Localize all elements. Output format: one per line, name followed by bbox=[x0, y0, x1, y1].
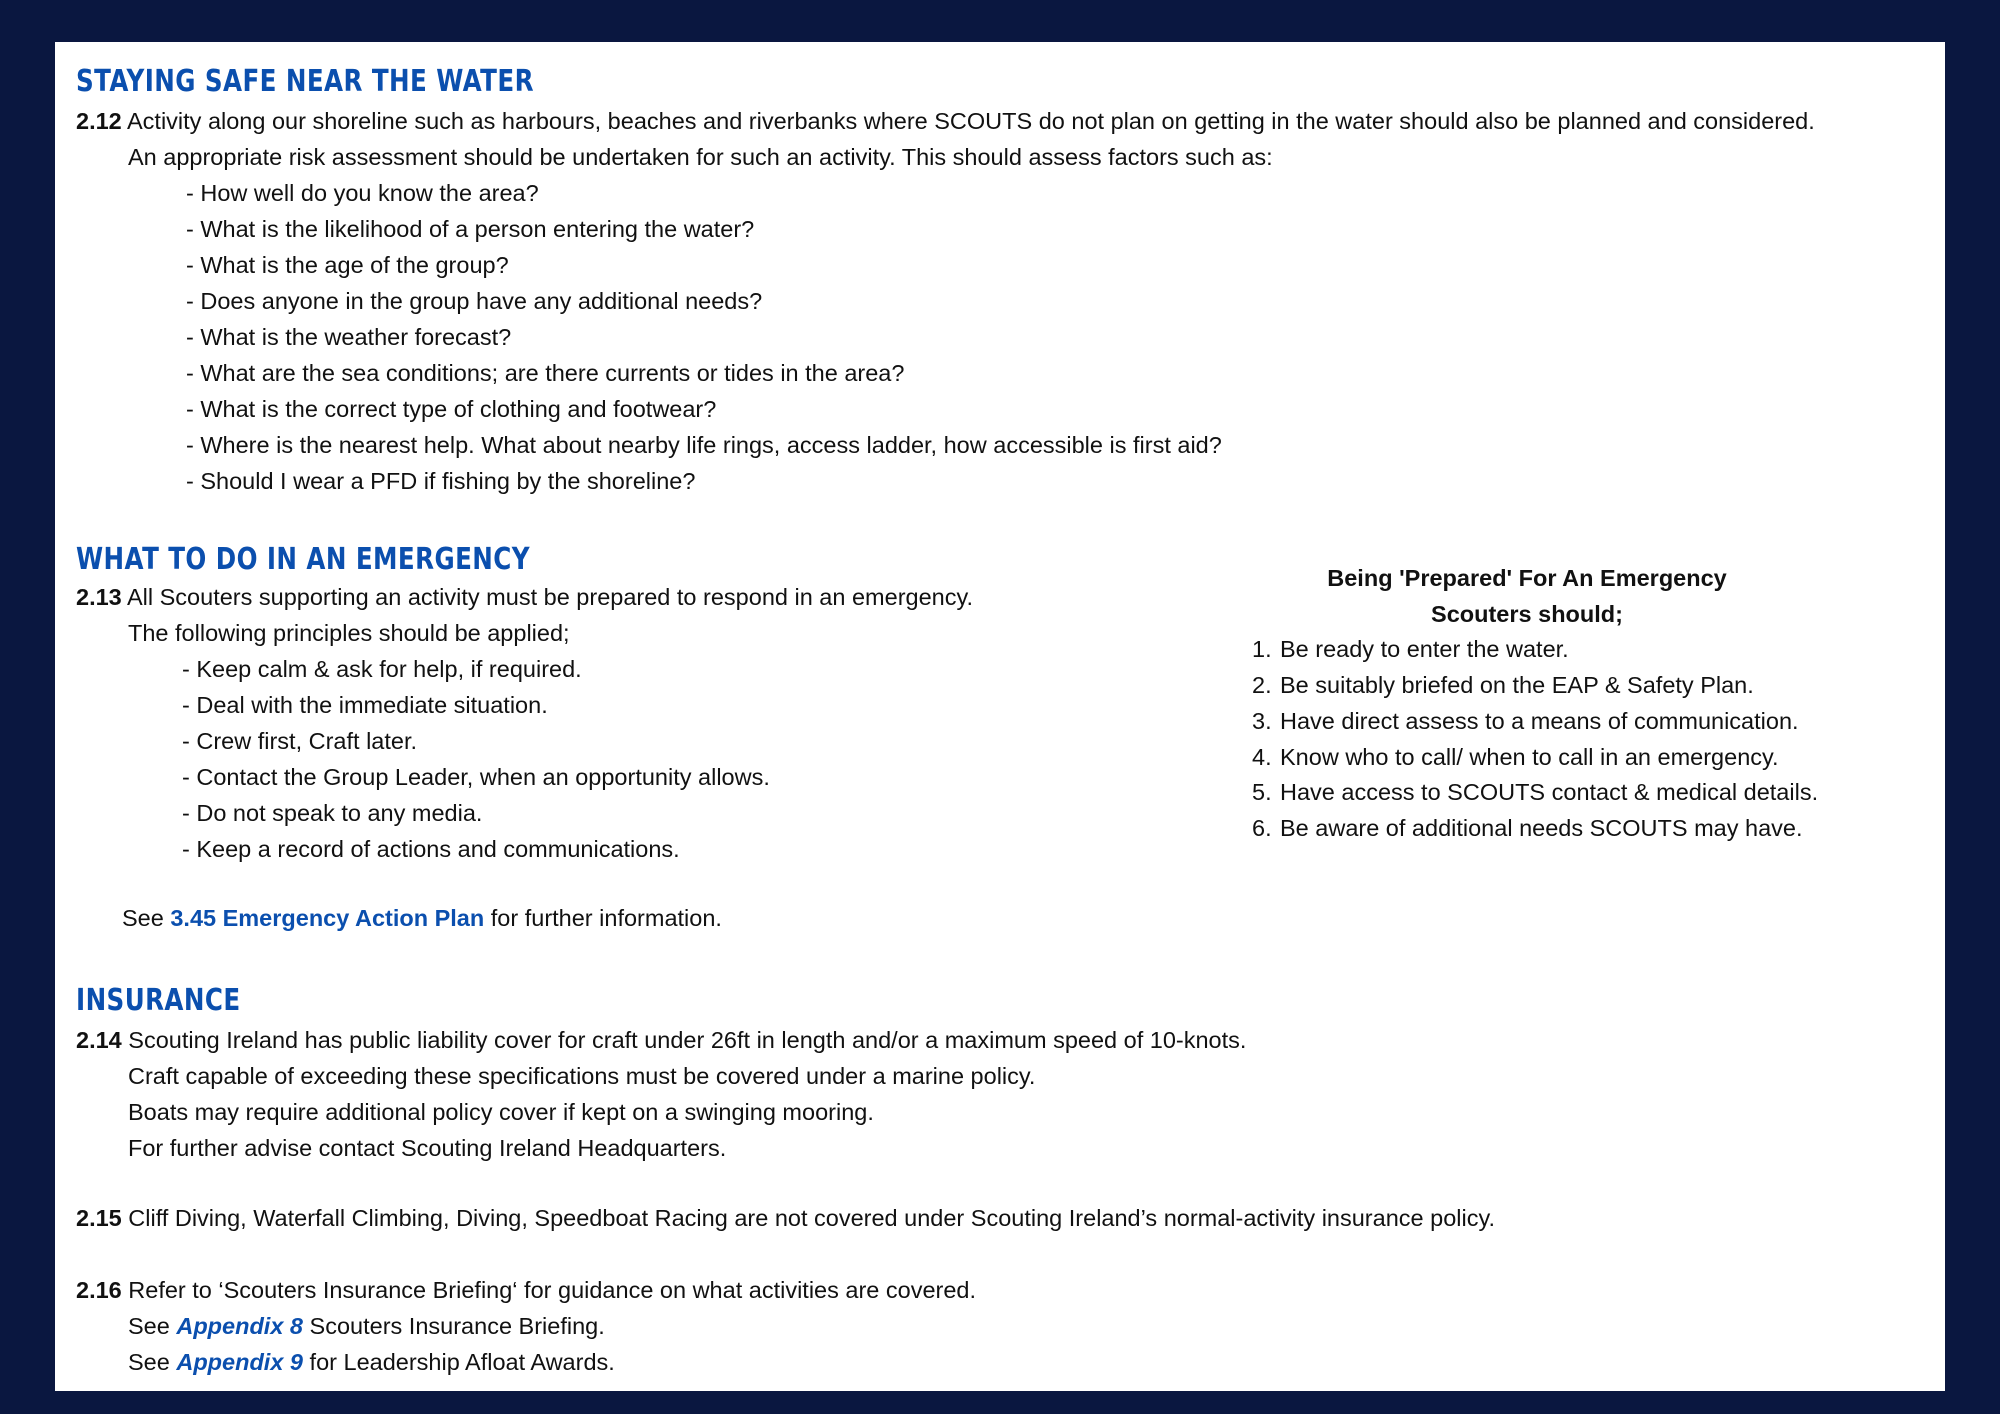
list-item bbox=[1252, 740, 1818, 776]
paragraph-number: 2.16 bbox=[76, 1277, 122, 1303]
list-text: Be aware of additional needs SCOUTS may have. bbox=[1280, 814, 1803, 841]
list-item: - What is the age of the group? bbox=[186, 252, 509, 278]
paragraph-number: 2.13 bbox=[76, 584, 122, 610]
list-item: - What is the weather forecast? bbox=[186, 324, 512, 350]
list-item: - Where is the nearest help. What about nearby life rings, access ladder, how accessible is first aid? bbox=[186, 432, 1222, 458]
see-prefix: See bbox=[128, 1313, 177, 1339]
list-item: - Does anyone in the group have any additional needs? bbox=[186, 288, 763, 314]
list-item bbox=[1252, 704, 1818, 740]
see-emergency-action-plan bbox=[122, 900, 722, 936]
list-item bbox=[1252, 668, 1818, 704]
paragraph-text: Cliff Diving, Waterfall Climbing, Diving, Speedboat Racing are not covered under Scouting Ireland’s normal-activity insurance policy. bbox=[128, 1205, 1495, 1231]
paragraph-2-12 bbox=[76, 103, 1815, 139]
paragraph-2-14-continuation bbox=[128, 1058, 1035, 1166]
prepared-box bbox=[1247, 561, 1818, 847]
paragraph-line: Craft capable of exceeding these specifications must be covered under a marine policy. bbox=[128, 1063, 1036, 1089]
appendix-8-link[interactable]: Appendix 8 bbox=[176, 1313, 304, 1339]
list-item: - Should I wear a PFD if fishing by the shoreline? bbox=[186, 468, 696, 494]
list-item: - Do not speak to any media. bbox=[182, 800, 483, 826]
list-item: - Keep calm & ask for help, if required. bbox=[182, 656, 582, 682]
prepared-list bbox=[1252, 632, 1818, 846]
paragraph-number: 2.15 bbox=[76, 1205, 122, 1231]
document-page bbox=[55, 42, 1945, 1391]
risk-assessment-list bbox=[186, 175, 1222, 499]
see-prefix: See bbox=[128, 1349, 177, 1375]
paragraph-line: For further advise contact Scouting Ireland Headquarters. bbox=[128, 1135, 727, 1161]
see-suffix: for further information. bbox=[484, 905, 722, 931]
list-number: 1. bbox=[1252, 636, 1272, 663]
paragraph-number: 2.12 bbox=[76, 108, 122, 134]
section-heading-emergency: WHAT TO DO IN AN EMERGENCY bbox=[76, 542, 530, 577]
emergency-principles-list bbox=[182, 651, 770, 867]
see-suffix: Scouters Insurance Briefing. bbox=[303, 1313, 605, 1339]
prepared-box-title: Being 'Prepared' For An Emergency bbox=[1327, 565, 1727, 591]
list-text: Have direct assess to a means of communication. bbox=[1280, 707, 1799, 734]
list-number: 5. bbox=[1252, 779, 1272, 806]
paragraph-text: Activity along our shoreline such as harbours, beaches and riverbanks where SCOUTS do not plan on getting in the water should also be planned and considered. bbox=[126, 108, 1815, 134]
paragraph-line: Boats may require additional policy cover if kept on a swinging mooring. bbox=[128, 1099, 874, 1125]
see-appendix-8 bbox=[128, 1308, 605, 1344]
paragraph-text: Scouting Ireland has public liability cover for craft under 26ft in length and/or a maximum speed of 10-knots. bbox=[128, 1027, 1247, 1053]
list-item: - Contact the Group Leader, when an opportunity allows. bbox=[182, 764, 770, 790]
list-text: Have access to SCOUTS contact & medical details. bbox=[1280, 779, 1819, 806]
list-item: - What are the sea conditions; are there currents or tides in the area? bbox=[186, 360, 905, 386]
list-text: Be ready to enter the water. bbox=[1280, 636, 1569, 663]
paragraph-text: Refer to ‘Scouters Insurance Briefing‘ for guidance on what activities are covered. bbox=[128, 1277, 977, 1303]
list-item: - What is the correct type of clothing and footwear? bbox=[186, 396, 717, 422]
section-heading-insurance: INSURANCE bbox=[76, 983, 241, 1018]
list-number: 6. bbox=[1252, 814, 1272, 841]
paragraph-2-16 bbox=[76, 1272, 976, 1308]
see-appendix-9 bbox=[128, 1344, 615, 1380]
list-item: - What is the likelihood of a person entering the water? bbox=[186, 216, 755, 242]
list-text: Know who to call/ when to call in an emergency. bbox=[1280, 743, 1779, 770]
list-number: 2. bbox=[1252, 672, 1272, 699]
list-item: - Keep a record of actions and communications. bbox=[182, 836, 680, 862]
paragraph-2-13 bbox=[76, 579, 973, 615]
list-item bbox=[1252, 632, 1818, 668]
list-item: - How well do you know the area? bbox=[186, 180, 539, 206]
paragraph-2-12-continuation: An appropriate risk assessment should be undertaken for such an activity. This should assess factors such as: bbox=[128, 144, 1273, 170]
paragraph-text: All Scouters supporting an activity must be prepared to respond in an emergency. bbox=[126, 584, 974, 610]
section-heading-water: STAYING SAFE NEAR THE WATER bbox=[76, 64, 534, 99]
list-number: 3. bbox=[1252, 707, 1272, 734]
paragraph-2-15 bbox=[76, 1200, 1495, 1236]
list-number: 4. bbox=[1252, 743, 1272, 770]
see-suffix: for Leadership Afloat Awards. bbox=[303, 1349, 615, 1375]
list-item: - Deal with the immediate situation. bbox=[182, 692, 548, 718]
list-item: - Crew first, Craft later. bbox=[182, 728, 418, 754]
list-item bbox=[1252, 775, 1818, 811]
prepared-box-subtitle: Scouters should; bbox=[1431, 600, 1623, 627]
emergency-action-plan-link[interactable]: 3.45 Emergency Action Plan bbox=[170, 905, 485, 931]
paragraph-number: 2.14 bbox=[76, 1027, 122, 1053]
list-text: Be suitably briefed on the EAP & Safety Plan. bbox=[1280, 672, 1754, 699]
see-prefix: See bbox=[122, 905, 171, 931]
appendix-9-link[interactable]: Appendix 9 bbox=[176, 1349, 304, 1375]
list-item bbox=[1252, 811, 1818, 847]
paragraph-2-13-continuation: The following principles should be applied; bbox=[128, 620, 570, 646]
paragraph-2-14 bbox=[76, 1022, 1246, 1058]
